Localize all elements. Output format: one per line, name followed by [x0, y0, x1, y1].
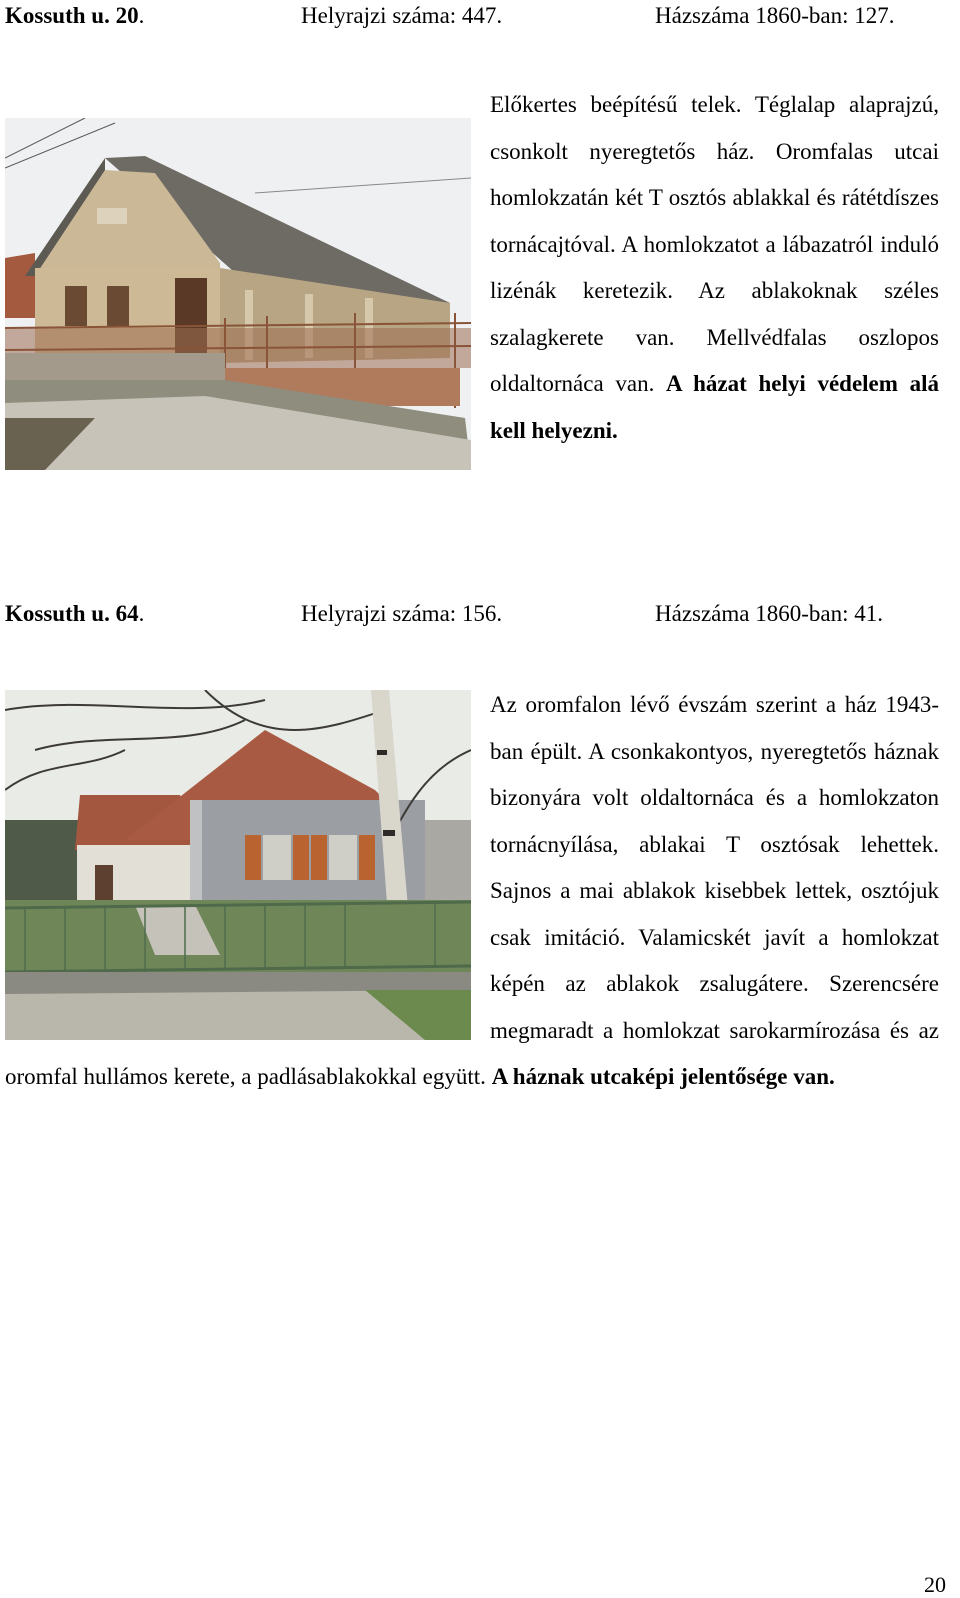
entry-2-description-column: Az oromfalon lévő évszám szerint a ház 1943-ban épült. A csonkakontyos, nyeregtetős háznak bizonyára volt oldaltornáca és a homlokzaton tornácnyílása, ablakai T osztósak lehettek. Sajnos a mai ablakok kisebbek lettek, osztójuk csak imitáció. Valamicskét javít a homlokzat képén az ablakok zsalugátere. Szerencsére megmaradt a homlokzat sarokarmírozása és az [490, 692, 939, 1043]
house-kossuth-64-photo [5, 690, 471, 1040]
entry-2-parcel-number: Helyrajzi száma: 156. [301, 601, 503, 626]
entry-2-house-number-1860: Házszáma 1860-ban: 41. [655, 601, 884, 626]
entry-1-description: Előkertes beépítésű telek. Téglalap alaprajzú, csonkolt nyeregtetős ház. Oromfalas utcai homlokzatán két T osztós ablakkal és rátétdíszes tornácajtóval. A homlokzatot a lábazatról induló lizénák keretezik. Az ablakoknak széles szalagkerete van. Mellvédfalas oszlopos oldaltornáca van. A házat helyi védelem alá kell helyezni. [490, 92, 940, 443]
entry-1-parcel-number: Helyrajzi száma: 447. [301, 3, 503, 28]
house-kossuth-20-photo [5, 118, 471, 470]
entry-2-header [5, 598, 950, 630]
page-number: 20 [924, 1572, 946, 1597]
entry-1-conclusion: A házat helyi védelem alá kell helyezni. [490, 371, 940, 443]
entry-2-address: Kossuth u. 64. [5, 601, 145, 626]
entry-2-conclusion: A háznak utcaképi jelentősége van. [491, 1064, 835, 1089]
entry-1-address: Kossuth u. 20. [5, 3, 145, 28]
entry-2-description-remainder: oromfal hullámos kerete, a padlásablakokkal együtt. [5, 1064, 492, 1089]
entry-2-description-continued [5, 1054, 940, 1101]
entry-1-header [5, 0, 950, 32]
entry-1-house-number-1860: Házszáma 1860-ban: 127. [655, 3, 895, 28]
